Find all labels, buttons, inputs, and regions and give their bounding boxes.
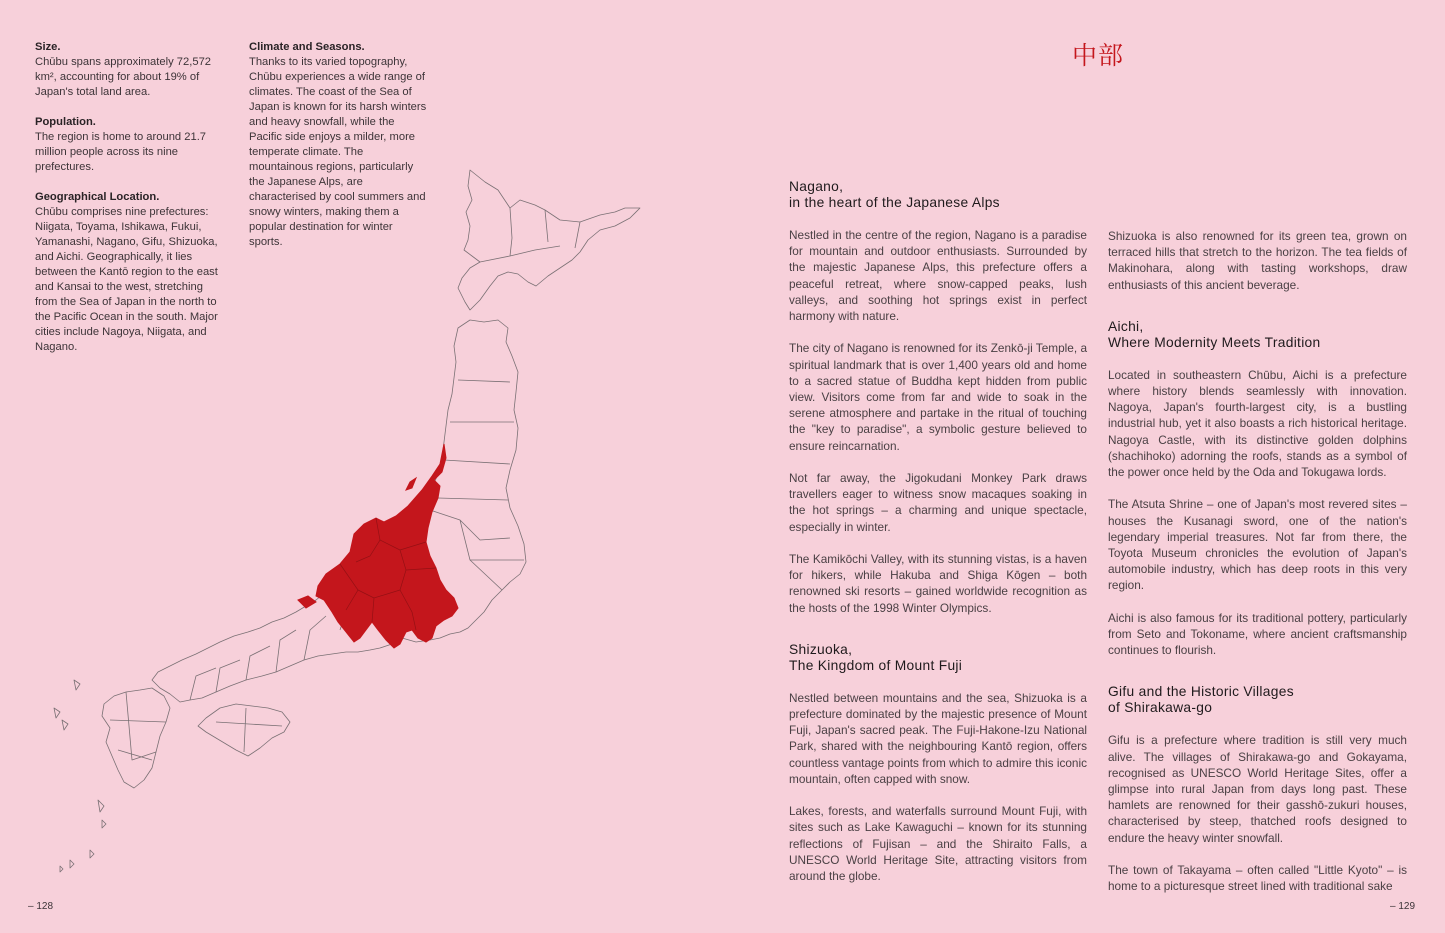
- nagano-paragraph-1: Nestled in the centre of the region, Nagano is a paradise for mountain and outdoor enthusiasts. Surrounded by the majestic Japanese Alps, this prefecture offers a peaceful retreat, where snow-capped peaks, lush valleys, and soothing hot springs exist in perfect harmony with nature.: [789, 228, 1087, 324]
- article-column-right: [1108, 228, 1407, 911]
- shizuoka-heading: [789, 642, 1087, 674]
- nagano-paragraph-2: The city of Nagano is renowned for its Zenkō-ji Temple, a spiritual landmark that is over 1,400 years old and home to a sacred statue of Buddha kept hidden from public view. Visitors come from far and wide to soak in the serene atmosphere and partake in the ritual of touching the "key to paradise", a symbolic gesture believed to ensure reincarnation.: [789, 341, 1087, 453]
- hokkaido-outline: [458, 170, 640, 310]
- gifu-heading-line1: Gifu and the Historic Villages: [1108, 684, 1294, 700]
- chubu-region: [298, 444, 458, 648]
- page-number-left: – 128: [28, 901, 54, 912]
- chubu-highlight: [298, 444, 458, 648]
- shizuoka-heading-line2: The Kingdom of Mount Fuji: [789, 657, 963, 673]
- nagano-paragraph-4: The Kamikōchi Valley, with its stunning vistas, is a haven for hikers, while Hakuba and Shiga Kōgen – both renowned ski resorts – gained worldwide recognition as the hosts of the 1998 Winter Olympics.: [789, 552, 1087, 615]
- japan-map-svg: [40, 160, 660, 880]
- size-text: Chūbu spans approximately 72,572 km², accounting for about 19% of Japan's total land area.: [35, 56, 212, 98]
- gifu-paragraph-2: The town of Takayama – often called "Little Kyoto" – is home to a picturesque street lined with traditional sake: [1108, 863, 1407, 894]
- nagano-heading-line1: Nagano,: [789, 179, 844, 194]
- aichi-heading: [1108, 319, 1407, 351]
- nagano-heading-line2: in the heart of the Japanese Alps: [789, 195, 1000, 210]
- page-number-right: – 129: [1390, 901, 1416, 912]
- location-text: Chūbu comprises nine prefectures: Niigata, Toyama, Ishikawa, Fukui, Yamanashi, Nagano, Gifu, Shizuoka, and Aichi. Geographically, it lies between the Kantō region to the east and Kansai to the west, stretching from the Sea of Japan in the north to the Pacific Ocean in the south. Major cities include Nagoya, Niigata, and Nagano.: [35, 206, 218, 353]
- population-text: The region is home to around 21.7 million people across its nine prefectures.: [35, 131, 207, 173]
- population-title: Population.: [35, 116, 96, 128]
- climate-text: Thanks to its varied topography, Chūbu experiences a wide range of climates. The coast of the Sea of Japan is known for its harsh winters and heavy snowfall, while the Pacific side enjoys a milder, more temperate climate. The mountainous regions, particularly the Japanese Alps, are characterised by cool summers and snowy winters, making them a popular destination for winter sports.: [249, 56, 427, 248]
- article-column-left: [789, 179, 1087, 900]
- shizuoka-paragraph-3: Shizuoka is also renowned for its green tea, grown on terraced hills that stretch to the horizon. The tea fields of Makinohara, along with tasting workshops, draw enthusiasts of this ancient beverage.: [1108, 229, 1407, 292]
- nagano-paragraph-3: Not far away, the Jigokudani Monkey Park draws travellers eager to witness snow macaques soaking in the hot springs – a charming and unique spectacle, especially in winter.: [789, 471, 1087, 534]
- honshu-outline: [152, 320, 526, 702]
- aichi-heading-line2: Where Modernity Meets Tradition: [1108, 334, 1321, 350]
- shizuoka-paragraph-2: Lakes, forests, and waterfalls surround Mount Fuji, with sites such as Lake Kawaguchi – known for its stunning reflections of Fujisan – and the Shiraito Falls, a UNESCO World Heritage Site, attracting visitors from around the globe.: [789, 804, 1087, 884]
- size-title: Size.: [35, 41, 61, 53]
- shizuoka-heading-line1: Shizuoka,: [789, 641, 853, 657]
- shizuoka-paragraph-1: Nestled between mountains and the sea, Shizuoka is a prefecture dominated by the majestic presence of Mount Fuji, Japan's sacred peak. The Fuji-Hakone-Izu National Park, shared with the neighbouring Kantō region, offers countless vantage points from which to admire this iconic mountain, often capped with snow.: [789, 690, 1087, 786]
- aichi-paragraph-1: Located in southeastern Chūbu, Aichi is a prefecture where history blends seamlessly with innovation. Nagoya, Japan's fourth-largest city, is a bustling industrial hub, yet it also boasts a rich historical heritage. Nagoya Castle, with its distinctive golden dolphins (shachihoko) adorning the roofs, stands as a symbol of the power once held by the Oda and Tokugawa lords.: [1108, 367, 1407, 480]
- climate-title: Climate and Seasons.: [249, 41, 365, 53]
- japan-outline: [54, 170, 640, 872]
- aichi-paragraph-2: The Atsuta Shrine – one of Japan's most revered sites – houses the Kusanagi sword, one of the nation's legendary imperial treasures. Not far from there, the Toyota Museum chronicles the evolution of Japan's automobile industry, which has deep roots in this very region.: [1108, 497, 1407, 593]
- nagano-heading: [789, 179, 1087, 211]
- gifu-heading: [1108, 684, 1407, 716]
- kyushu-outline: [102, 688, 170, 788]
- gifu-paragraph-1: Gifu is a prefecture where tradition is still very much alive. The villages of Shirakawa-go and Gokayama, recognised as UNESCO World Heritage Sites, offer a glimpse into rural Japan from days long past. These hamlets are renowned for their gasshō-zukuri houses, characterised by steep, thatched roofs designed to endure the heavy winter snowfall.: [1108, 733, 1407, 845]
- aichi-paragraph-3: Aichi is also famous for its traditional pottery, particularly from Seto and Tokoname, where ancient craftsmanship continues to flourish.: [1108, 610, 1407, 658]
- region-kanji-heading: 中部: [1072, 41, 1125, 70]
- japan-map: [40, 160, 660, 880]
- aichi-heading-line1: Aichi,: [1108, 318, 1144, 334]
- gifu-heading-line2: of Shirakawa-go: [1108, 700, 1213, 716]
- location-title: Geographical Location.: [35, 191, 160, 203]
